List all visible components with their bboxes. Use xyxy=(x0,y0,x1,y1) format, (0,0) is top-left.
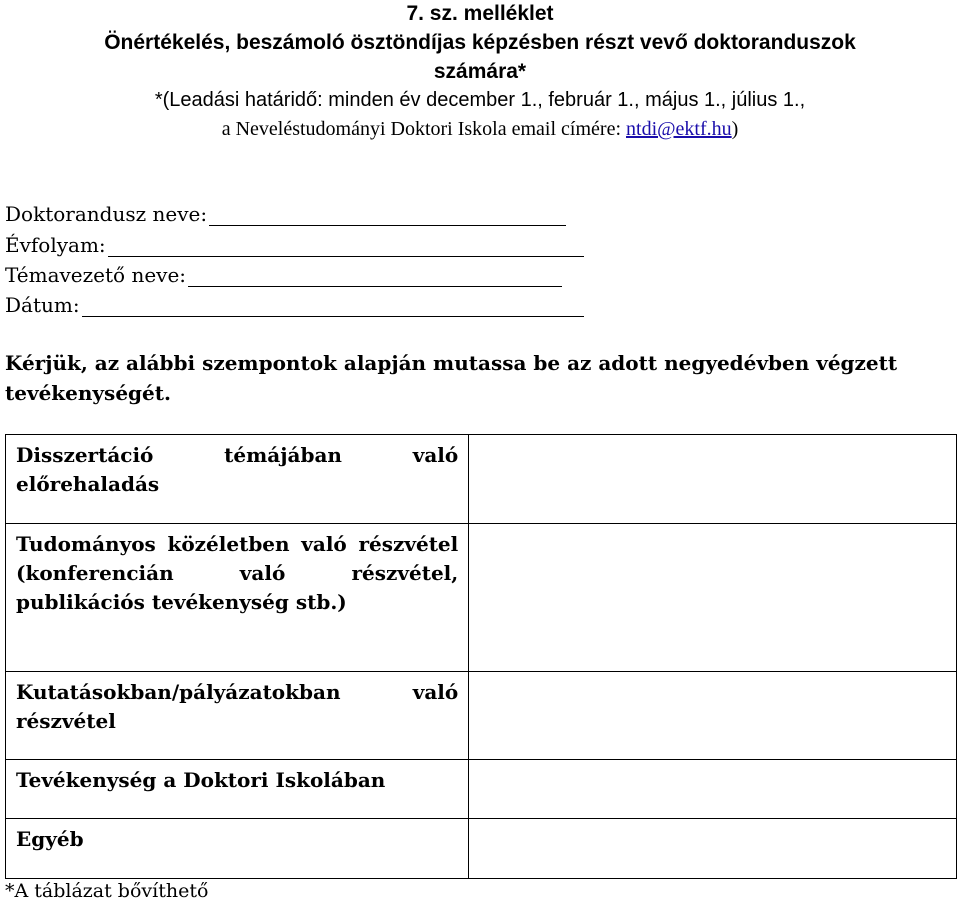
email-note xyxy=(0,118,960,141)
row-label: Tudományos közéletben való részvétel (konferencián való részvétel, publikációs tevékenység stb.) xyxy=(6,524,469,672)
field-label-date: Dátum: xyxy=(5,293,80,317)
field-label-year: Évfolyam: xyxy=(5,233,106,257)
email-note-suffix: ) xyxy=(731,118,739,140)
table-row xyxy=(6,819,957,879)
answer-cell[interactable] xyxy=(469,760,957,819)
date-input-line[interactable] xyxy=(82,296,584,317)
answer-cell[interactable] xyxy=(469,819,957,879)
field-doctoral-student-name xyxy=(5,202,566,226)
name-input-line[interactable] xyxy=(209,205,566,226)
table-row xyxy=(6,760,957,819)
table-row xyxy=(6,435,957,524)
footnote: *A táblázat bővíthető xyxy=(5,880,209,902)
email-note-prefix: a Neveléstudományi Doktori Iskola email címére: xyxy=(221,118,627,140)
deadline-note: *(Leadási határidő: minden év december 1., február 1., május 1., július 1., xyxy=(154,89,806,111)
answer-cell[interactable] xyxy=(469,435,957,524)
row-label: Tevékenység a Doktori Iskolában xyxy=(6,760,469,819)
row-label: Disszertáció témájában való előrehaladás xyxy=(6,435,469,524)
supervisor-input-line[interactable] xyxy=(188,266,562,287)
table-row xyxy=(6,524,957,672)
email-link[interactable]: ntdi@ektf.hu xyxy=(626,118,732,140)
row-label: Egyéb xyxy=(6,819,469,879)
field-year xyxy=(5,233,584,257)
document-title-line-1: Önértékelés, beszámoló ösztöndíjas képzésben részt vevő doktoranduszok xyxy=(104,31,856,54)
field-label-name: Doktorandusz neve: xyxy=(5,202,208,226)
answer-cell[interactable] xyxy=(469,672,957,760)
field-supervisor-name xyxy=(5,263,562,287)
field-date xyxy=(5,293,584,317)
instruction-text: Kérjük, az alábbi szempontok alapján mutassa be az adott negyedévben végzett tevékenységét. xyxy=(5,351,898,405)
attachment-number: 7. sz. melléklet xyxy=(406,2,554,25)
year-input-line[interactable] xyxy=(108,236,584,257)
answer-cell[interactable] xyxy=(469,524,957,672)
table-row xyxy=(6,672,957,760)
row-label: Kutatásokban/pályázatokban való részvétel xyxy=(6,672,469,760)
document-title-line-2: számára* xyxy=(433,60,527,83)
activity-table xyxy=(5,434,957,879)
field-label-supervisor: Témavezető neve: xyxy=(5,263,187,287)
